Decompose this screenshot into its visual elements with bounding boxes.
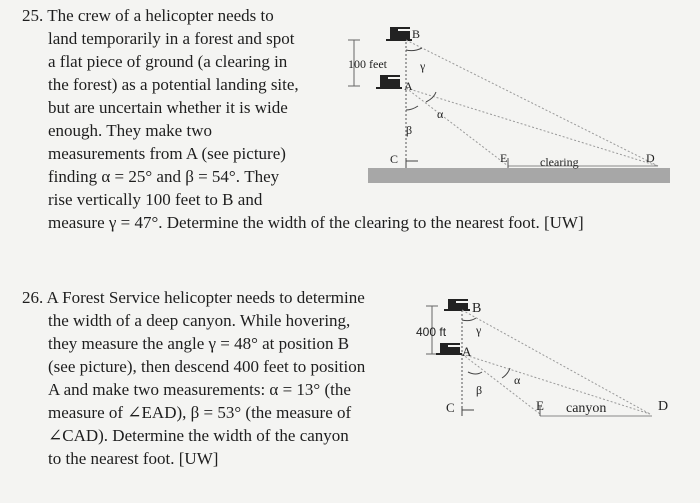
label-d: D	[646, 151, 655, 165]
sight-line-a-e	[462, 354, 540, 414]
helicopter-b-icon	[444, 300, 470, 310]
problem-25-line-3: a flat piece of ground (a clearing in	[48, 52, 288, 71]
problem-25-line-8: finding α = 25° and β = 54°. They	[48, 167, 280, 186]
problem-25-line-5: but are uncertain whether it is wide	[48, 98, 288, 117]
label-d: D	[658, 399, 669, 414]
problem-25-figure	[340, 18, 680, 188]
problem-26-line-6: measure of ∠EAD), β = 53° (the measure of	[48, 403, 352, 422]
problem-25-line-1: 25. The crew of a helicopter needs to	[22, 6, 274, 25]
gamma-arc	[406, 48, 422, 51]
label-height: 100 feet	[348, 57, 387, 71]
label-beta: β	[476, 383, 483, 397]
label-a: A	[462, 344, 472, 359]
helicopter-a-icon	[376, 76, 402, 88]
label-b: B	[472, 301, 482, 316]
label-a: A	[404, 79, 413, 93]
label-canyon: canyon	[566, 401, 607, 416]
problem-26-line-8: to the nearest foot. [UW]	[48, 449, 219, 468]
label-b: B	[412, 27, 421, 41]
problem-25-line-9: rise vertically 100 feet to B and	[48, 190, 263, 209]
beta-arc	[468, 372, 482, 374]
gamma-arc	[462, 318, 476, 321]
problem-25-line-10: measure γ = 47°. Determine the width of the clearing to the nearest foot. [UW]	[48, 213, 584, 232]
helicopter-b-icon	[386, 28, 412, 40]
label-c: C	[446, 400, 455, 415]
sight-line-a-d	[462, 354, 650, 414]
problem-26-line-1: 26. A Forest Service helicopter needs to determine	[22, 288, 365, 307]
problem-26-text	[22, 286, 365, 470]
sight-line-b-d	[406, 40, 658, 166]
problem-26-line-3: they measure the angle γ = 48° at position B	[48, 334, 350, 353]
sight-line-b-d	[462, 310, 650, 414]
beta-arc	[406, 106, 418, 110]
problem-26-figure	[410, 292, 685, 432]
label-clearing: clearing	[540, 155, 579, 169]
label-height: 400 ft	[416, 325, 447, 339]
problem-25-line-7: measurements from A (see picture)	[48, 144, 286, 163]
problem-26-line-7: ∠CAD). Determine the width of the canyon	[48, 426, 349, 445]
label-gamma: γ	[476, 323, 482, 337]
alpha-arc	[502, 368, 510, 378]
ground-bar	[368, 168, 670, 183]
label-gamma: γ	[420, 59, 426, 73]
problem-25-line-6: enough. They make two	[48, 121, 212, 140]
problem-25-line-2: land temporarily in a forest and spot	[48, 29, 295, 48]
label-alpha: α	[514, 373, 521, 387]
problem-25-line-4: the forest) as a potential landing site,	[48, 75, 299, 94]
label-e: E	[500, 151, 508, 165]
label-e: E	[536, 398, 544, 413]
problem-26-line-2: the width of a deep canyon. While hovering,	[48, 311, 351, 330]
label-beta: β	[406, 123, 413, 137]
problem-26-line-4: (see picture), then descend 400 feet to position	[48, 357, 366, 376]
sight-line-a-e	[406, 88, 508, 166]
label-c: C	[390, 152, 399, 166]
problem-26-line-5: A and make two measurements: α = 13° (the	[48, 380, 351, 399]
label-alpha: α	[437, 107, 444, 121]
sight-line-a-d	[406, 88, 658, 166]
helicopter-a-icon	[436, 344, 462, 354]
